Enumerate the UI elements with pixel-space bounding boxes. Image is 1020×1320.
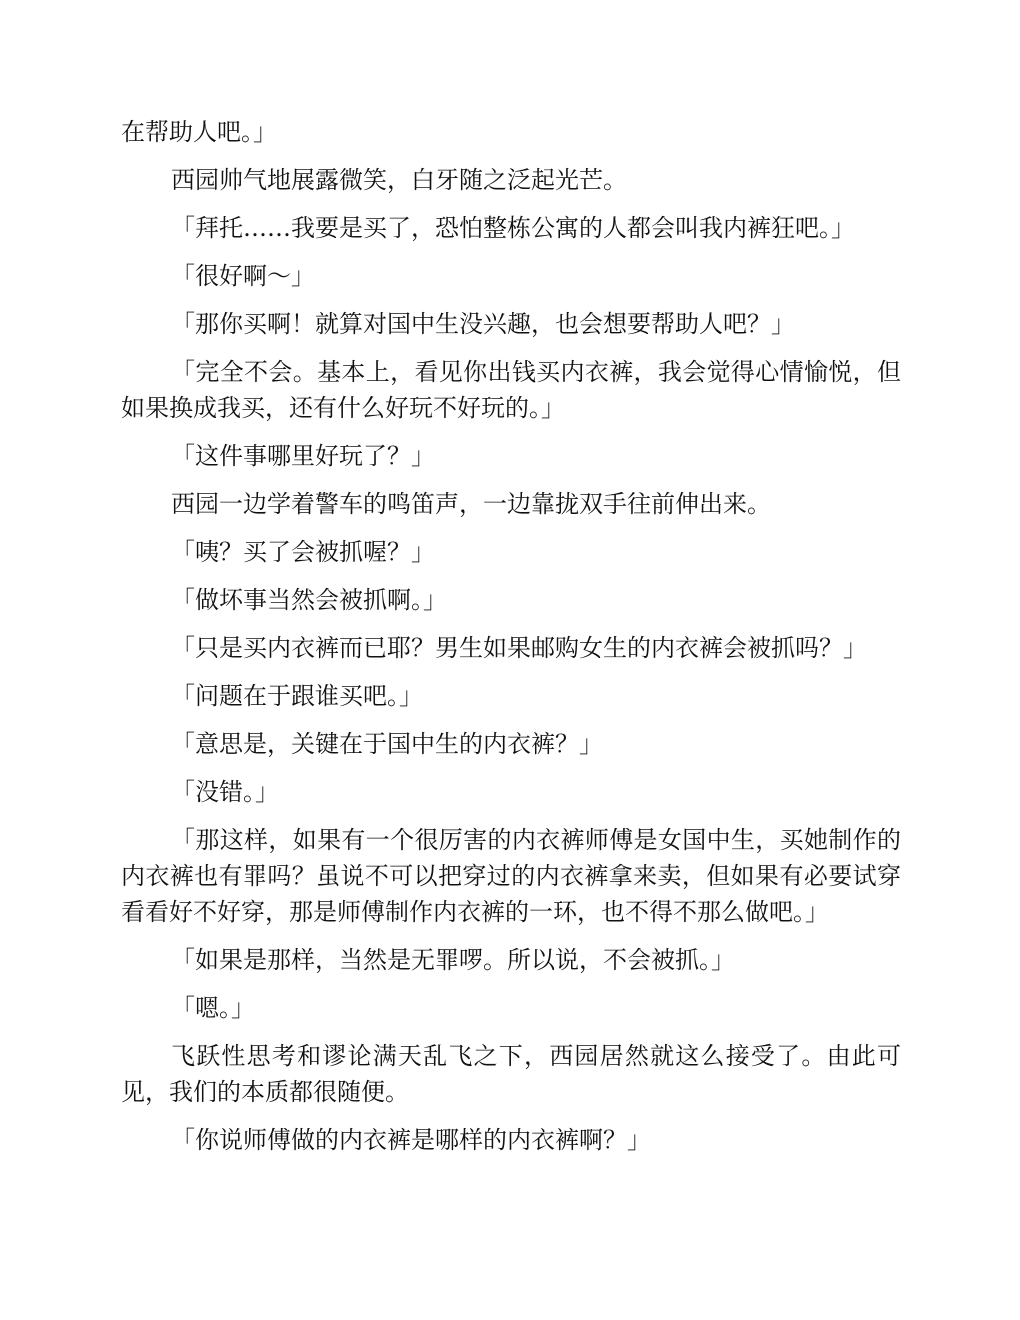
paragraph: 「嗯。」 — [171, 994, 255, 1022]
paragraph: 「问题在于跟谁买吧。」 — [171, 682, 423, 710]
paragraph: 「拜托……我要是买了，恐怕整栋公寓的人都会叫我内裤狂吧。」 — [171, 214, 855, 242]
paragraph: 「那你买啊！就算对国中生没兴趣，也会想要帮助人吧？」 — [171, 310, 795, 338]
paragraph: 「意思是，关键在于国中生的内衣裤？」 — [171, 730, 603, 758]
paragraph: 西园帅气地展露微笑，白牙随之泛起光芒。 — [171, 166, 627, 194]
paragraph: 在帮助人吧。」 — [121, 118, 277, 146]
paragraph: 「做坏事当然会被抓啊。」 — [171, 586, 447, 614]
paragraph: 「没错。」 — [171, 778, 279, 806]
novel-text-body — [121, 114, 901, 1170]
paragraph: 飞跃性思考和谬论满天乱飞之下，西园居然就这么接受了。由此可见，我们的本质都很随便。 — [121, 1042, 901, 1106]
paragraph: 「那这样，如果有一个很厉害的内衣裤师傅是女国中生，买她制作的内衣裤也有罪吗？虽说不可以把穿过的内衣裤拿来卖，但如果有必要试穿看看好不好穿，那是师傅制作内衣裤的一环，也不得不那么做吧。」 — [121, 826, 901, 926]
paragraph: 「很好啊～」 — [171, 262, 315, 290]
paragraph: 「完全不会。基本上，看见你出钱买内衣裤，我会觉得心情愉悦，但如果换成我买，还有什么好玩不好玩的。」 — [121, 358, 901, 422]
paragraph: 「这件事哪里好玩了？」 — [171, 442, 435, 470]
paragraph: 「你说师傅做的内衣裤是哪样的内衣裤啊？」 — [171, 1126, 651, 1154]
paragraph: 「只是买内衣裤而已耶？男生如果邮购女生的内衣裤会被抓吗？」 — [171, 634, 867, 662]
paragraph: 西园一边学着警车的鸣笛声，一边靠拢双手往前伸出来。 — [171, 490, 771, 518]
paragraph: 「如果是那样，当然是无罪啰。所以说，不会被抓。」 — [171, 946, 735, 974]
paragraph: 「咦？买了会被抓喔？」 — [171, 538, 435, 566]
